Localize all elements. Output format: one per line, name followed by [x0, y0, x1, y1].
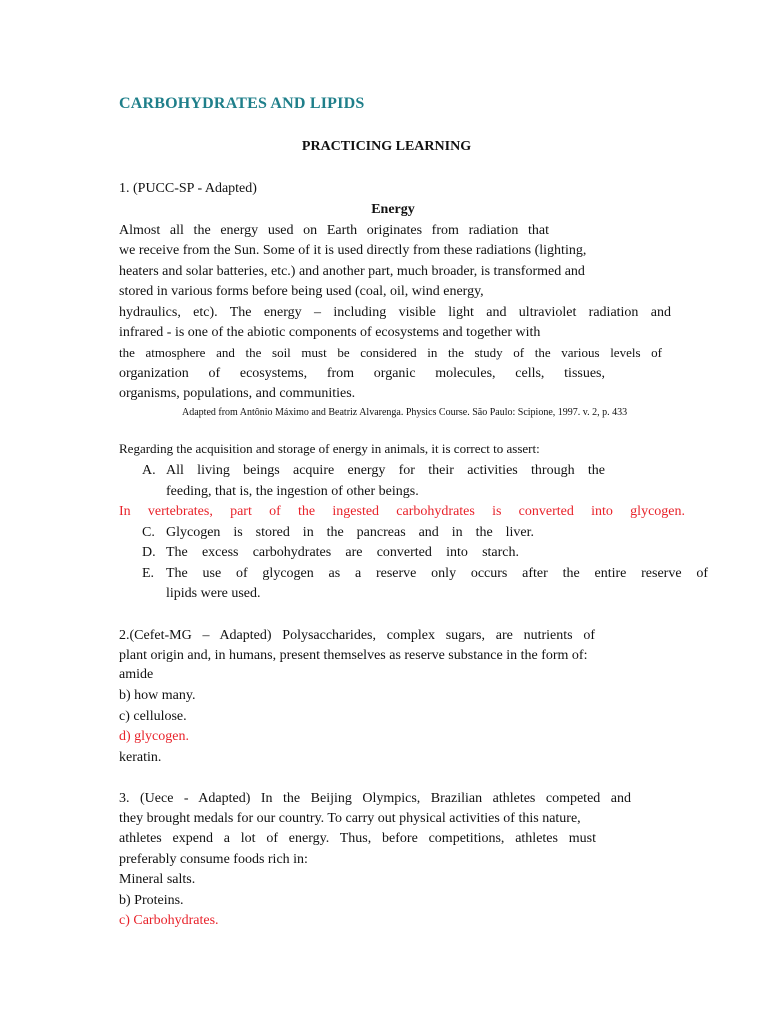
q3-text-line: 3. (Uece - Adapted) In the Beijing Olympics, Brazilian athletes competed and: [119, 791, 631, 806]
option-d-letter: D.: [142, 545, 156, 560]
q1-text-line: organization of ecosystems, from organic molecules, cells, tissues,: [119, 366, 605, 381]
option-d-text: The excess carbohydrates are converted into starch.: [166, 545, 519, 560]
q1-text-line: infrared - is one of the abiotic components of ecosystems and together with: [119, 325, 541, 340]
q2-text-line: 2.(Cefet-MG – Adapted) Polysaccharides, complex sugars, are nutrients of: [119, 628, 595, 643]
q2-option: c) cellulose.: [119, 709, 187, 724]
q1-text-line: organisms, populations, and communities.: [119, 386, 356, 401]
q2-text-line: plant origin and, in humans, present themselves as reserve substance in the form of:: [119, 648, 588, 663]
q3-option: b) Proteins.: [119, 893, 184, 908]
q3-text-line: athletes expend a lot of energy. Thus, before competitions, athletes must: [119, 831, 596, 846]
q3-text-line: they brought medals for our country. To carry out physical activities of this nature,: [119, 811, 581, 826]
q1-text-line: heaters and solar batteries, etc.) and another part, much broader, is transformed and: [119, 264, 585, 279]
option-e-text: lipids were used.: [166, 586, 261, 601]
q1-source-citation: Adapted from Antônio Máximo and Beatriz Alvarenga. Physics Course. São Paulo: Scipione, 1997. v. 2, p. 433: [182, 407, 628, 418]
q1-text-line: the atmosphere and the soil must be considered in the study of the various levels of: [119, 345, 662, 360]
q3-text-line: preferably consume foods rich in:: [119, 852, 308, 867]
q1-header: 1. (PUCC-SP - Adapted): [119, 181, 257, 196]
q2-option: keratin.: [119, 750, 162, 765]
option-a-text: feeding, that is, the ingestion of other beings.: [166, 484, 419, 499]
q1-text-line: we receive from the Sun. Some of it is used directly from these radiations (lighting,: [119, 243, 587, 258]
q1-text-line: Almost all the energy used on Earth originates from radiation that: [119, 223, 549, 238]
q2-option-answer: d) glycogen.: [119, 729, 189, 744]
q3-option: Mineral salts.: [119, 872, 196, 887]
q1-prompt: Regarding the acquisition and storage of energy in animals, it is correct to assert:: [119, 441, 540, 456]
page-title: CARBOHYDRATES AND LIPIDS: [119, 95, 365, 112]
q2-option: b) how many.: [119, 688, 196, 703]
option-c-letter: C.: [142, 525, 155, 540]
q1-text-line: hydraulics, etc). The energy – including visible light and ultraviolet radiation and: [119, 305, 671, 320]
q1-text-line: stored in various forms before being used (coal, oil, wind energy,: [119, 284, 484, 299]
option-a-letter: A.: [142, 463, 156, 478]
section-subtitle: PRACTICING LEARNING: [301, 139, 472, 154]
option-e-text: The use of glycogen as a reserve only occurs after the entire reserve of: [166, 566, 708, 581]
option-a-text: All living beings acquire energy for their activities through the: [166, 463, 605, 478]
q2-option: amide: [119, 667, 154, 682]
q1-text-title: Energy: [371, 202, 415, 217]
option-e-letter: E.: [142, 566, 155, 581]
option-c-text: Glycogen is stored in the pancreas and in the liver.: [166, 525, 534, 540]
option-b-answer: In vertebrates, part of the ingested carbohydrates is converted into glycogen.: [119, 504, 685, 519]
q3-option-answer: c) Carbohydrates.: [119, 913, 219, 928]
